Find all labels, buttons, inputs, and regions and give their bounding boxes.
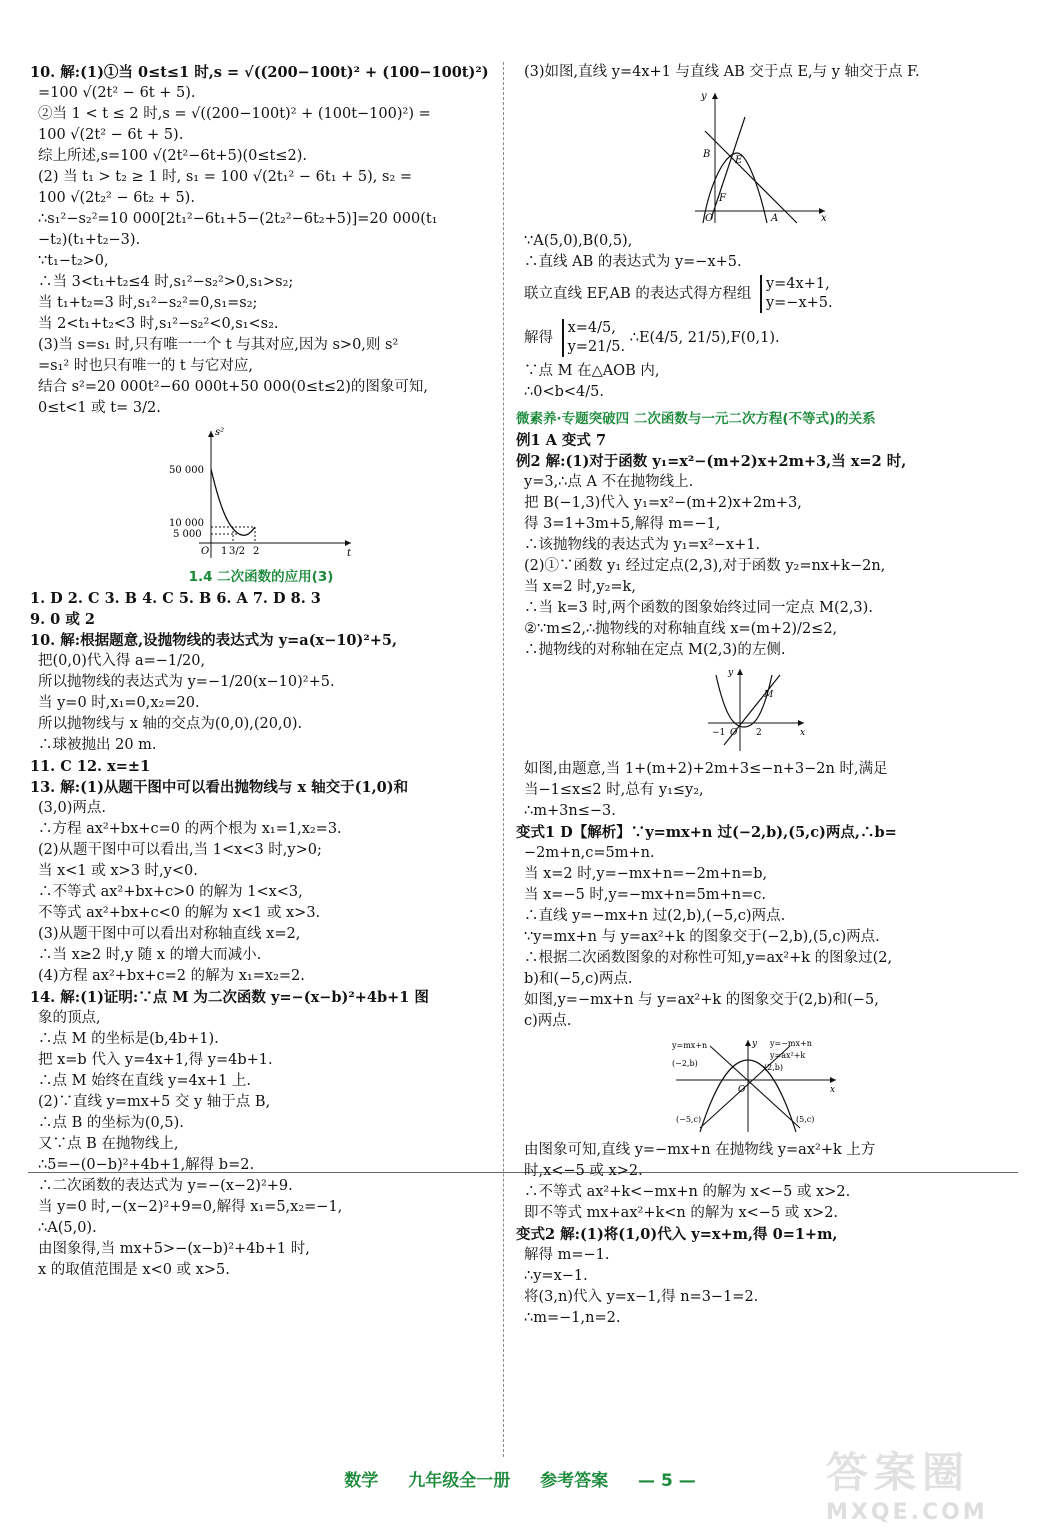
text-line: 10. 解:根据题意,设抛物线的表达式为 y=a(x−10)²+5, — [30, 632, 398, 649]
section-title-1-4: 1.4 二次函数的应用(3) — [188, 569, 334, 585]
text-line: ∴当 k=3 时,两个函数的图象始终过同一定点 M(2,3). — [524, 600, 873, 616]
graph4-x: x — [830, 1085, 836, 1095]
text-line: (4)方程 ax²+bx+c=2 的解为 x₁=x₂=2. — [38, 968, 305, 984]
footer-label: 参考答案 — [540, 1471, 609, 1491]
text-line: ∴y=x−1. — [524, 1268, 588, 1284]
text-line: ∴方程 ax²+bx+c=0 的两个根为 x₁=1,x₂=3. — [38, 821, 342, 837]
graph-s-squared — [161, 423, 361, 563]
text-line: ∴不等式 ax²+bx+c>0 的解为 1<x<3, — [38, 884, 303, 900]
graph4-l1: y=mx+n — [672, 1041, 708, 1050]
text-line: ∴直线 AB 的表达式为 y=−x+5. — [524, 254, 742, 270]
text-line: ∴根据二次函数图象的对称性可知,y=ax²+k 的图象过(2, — [524, 950, 893, 966]
text-line: 如图,y=−mx+n 与 y=ax²+k 的图象交于(2,b)和(−5, — [524, 992, 879, 1008]
system-eq: y=−x+5. — [765, 295, 833, 311]
graph1-ytick: 50 000 — [169, 465, 204, 476]
graph2-x: x — [821, 213, 827, 224]
solution-intro: 解得 — [524, 330, 553, 346]
text-line: ∴当 x≥2 时,y 随 x 的增大而减小. — [38, 947, 262, 963]
solution-points: ∴E(4/5, 21/5),F(0,1). — [629, 330, 780, 346]
graph2-b: B — [703, 149, 711, 160]
text-line: 当 2<t₁+t₂<3 时,s₁²−s₂²<0,s₁<s₂. — [38, 316, 279, 332]
system-eq: y=4x+1, — [765, 276, 830, 292]
text-line: ∴球被抛出 20 m. — [38, 737, 157, 753]
graph1-ylabel: s² — [215, 427, 225, 438]
text-line: 即不等式 mx+ax²+k<n 的解为 x<−5 或 x>2. — [524, 1205, 839, 1221]
graph2-o: O — [705, 213, 714, 224]
text-line: ∴二次函数的表达式为 y=−(x−2)²+9. — [38, 1178, 293, 1194]
example-1-2-block — [516, 430, 994, 661]
text-line: ∵A(5,0),B(0,5), — [524, 233, 633, 249]
graph2-e: E — [735, 155, 743, 166]
text-line: ∴A(5,0). — [38, 1220, 97, 1236]
graph-lines-ab-ef — [675, 87, 835, 227]
text-line: ∴0<b<4/5. — [524, 384, 604, 400]
section-title-special-4: 微素养·专题突破四 二次函数与一元二次方程(不等式)的关系 — [516, 411, 876, 427]
graph3-t1: −1 — [712, 728, 726, 738]
text-line: 所以抛物线的表达式为 y=−1/20(x−10)²+5. — [38, 674, 335, 690]
text-line: ∵点 M 在△AOB 内, — [524, 363, 660, 379]
text-line: 1. D 2. C 3. B 4. C 5. B 6. A 7. D 8. 3 — [30, 590, 321, 607]
text-line: 14. 解:(1)证明:∵点 M 为二次函数 y=−(x−b)²+4b+1 图 — [30, 989, 429, 1006]
text-line: 将(3,n)代入 y=x−1,得 n=3−1=2. — [524, 1289, 759, 1305]
text-line: ∴s₁²−s₂²=10 000[2t₁²−6t₁+5−(2t₂²−6t₂+5)]=20 000(t₁ — [38, 211, 438, 227]
text-line: 得 3=1+3m+5,解得 m=−1, — [524, 516, 721, 532]
text-line: 100 √(2t² − 6t + 5). — [38, 127, 184, 143]
watermark-url: MXQE.COM — [826, 1500, 988, 1525]
text-line: (2) 当 t₁ > t₂ ≥ 1 时, s₁ = 100 √(2t₁² − 6t₁ + 5), s₂ = — [38, 169, 413, 185]
text-line: (3)如图,直线 y=4x+1 与直线 AB 交于点 E,与 y 轴交于点 F. — [524, 64, 920, 80]
solution-line — [516, 315, 994, 361]
text-line: 由图象得,当 mx+5>−(x−b)²+4b+1 时, — [38, 1241, 310, 1257]
graph3-y: y — [728, 668, 734, 678]
text-line: (2)从题干图中可以看出,当 1<x<3 时,y>0; — [38, 842, 322, 858]
graph3-x: x — [800, 728, 806, 738]
text-line: (3)当 s=s₁ 时,只有唯一一个 t 与其对应,因为 s>0,则 s² — [38, 337, 399, 353]
text-line: (3,0)两点. — [38, 800, 106, 816]
answers-1-4-block — [30, 588, 492, 1281]
text-line: ∴点 B 的坐标为(0,5). — [38, 1115, 184, 1131]
graph4-p1: (−2,b) — [672, 1059, 698, 1068]
graph1-xtick: 1 — [221, 546, 228, 557]
answer-14-3-block — [516, 62, 994, 83]
equation-system — [760, 275, 833, 313]
text-line: 所以抛物线与 x 轴的交点为(0,0),(20,0). — [38, 716, 303, 732]
text-line: −t₂)(t₁+t₂−3). — [38, 232, 141, 248]
watermark-logo — [826, 1440, 1026, 1530]
text-line: 0≤t<1 或 t= 3/2. — [38, 400, 161, 416]
text-line: 不等式 ax²+bx+c<0 的解为 x<1 或 x>3. — [38, 905, 321, 921]
graph2-y: y — [701, 91, 707, 102]
text-line: ②当 1 < t ≤ 2 时,s = √((200−100t)² + (100t−100)²) = — [38, 106, 431, 122]
text-line: y=3,∴点 A 不在抛物线上. — [524, 474, 694, 490]
text-line: 结合 s²=20 000t²−60 000t+50 000(0≤t≤2)的图象可知, — [38, 379, 428, 395]
left-column — [30, 62, 492, 1281]
text-line: 把 x=b 代入 y=4x+1,得 y=4b+1. — [38, 1052, 273, 1068]
text-line: 又∵点 B 在抛物线上, — [38, 1136, 179, 1152]
text-line: 如图,由题意,当 1+(m+2)+2m+3≤−n+3−2n 时,满足 — [524, 761, 888, 777]
graph-line-parabola — [670, 1036, 840, 1136]
text-line: 当 t₁+t₂=3 时,s₁²−s₂²=0,s₁=s₂; — [38, 295, 258, 311]
graph1-ytick: 5 000 — [173, 529, 202, 540]
text-line: ∵t₁−t₂>0, — [38, 253, 109, 269]
graph4-o: O — [738, 1085, 746, 1095]
text-line: 当 y=0 时,−(x−2)²+9=0,解得 x₁=5,x₂=−1, — [38, 1199, 343, 1215]
graph3-m: M — [764, 690, 774, 700]
graph4-p4: (5,c) — [796, 1115, 815, 1124]
graph1-ytick: 10 000 — [169, 518, 204, 529]
graph3-o: O — [730, 728, 738, 738]
text-line: 当−1≤x≤2 时,总有 y₁≤y₂, — [524, 782, 704, 798]
text-line: 10. 解:(1)①当 0≤t≤1 时,s = √((200−100t)² + (100−100t)²) — [30, 64, 489, 81]
text-line: ∴抛物线的对称轴在定点 M(2,3)的左侧. — [524, 642, 786, 658]
graph2-f: F — [719, 193, 726, 204]
text-line: ∴5=−(0−b)²+4b+1,解得 b=2. — [38, 1157, 255, 1173]
text-line: ∴当 3<t₁+t₂≤4 时,s₁²−s₂²>0,s₁>s₂; — [38, 274, 294, 290]
text-line: −2m+n,c=5m+n. — [524, 845, 655, 861]
text-line: 例1 A 变式 7 — [516, 432, 607, 449]
text-line: ∴点 M 始终在直线 y=4x+1 上. — [38, 1073, 252, 1089]
variant-2-block — [516, 1140, 994, 1329]
text-line: ∴点 M 的坐标是(b,4b+1). — [38, 1031, 219, 1047]
text-line: ∴m=−1,n=2. — [524, 1310, 621, 1326]
text-line: 象的顶点, — [38, 1010, 101, 1026]
system-intro: 联立直线 EF,AB 的表达式得方程组 — [524, 286, 752, 302]
text-line: (2)∵直线 y=mx+5 交 y 轴于点 B, — [38, 1094, 271, 1110]
text-line: 13. 解:(1)从题干图中可以看出抛物线与 x 轴交于(1,0)和 — [30, 779, 409, 796]
text-line: 例2 解:(1)对于函数 y₁=x²−(m+2)x+2m+3,当 x=2 时, — [516, 453, 907, 470]
text-line: 当 x=−5 时,y=−mx+n=5m+n=c. — [524, 887, 766, 903]
text-line: ②∵m≤2,∴抛物线的对称轴直线 x=(m+2)/2≤2, — [524, 621, 838, 637]
system-eq: y=21/5. — [567, 339, 626, 355]
text-line: 当 x<1 或 x>3 时,y<0. — [38, 863, 198, 879]
page-number: — 5 — — [638, 1471, 696, 1491]
system-eq: x=4/5, — [567, 320, 616, 336]
text-line: ∵y=mx+n 与 y=ax²+k 的图象交于(−2,b),(5,c)两点. — [524, 929, 880, 945]
graph4-p3: (−5,c) — [676, 1115, 702, 1124]
text-line: 解得 m=−1. — [524, 1247, 610, 1263]
graph-parabola-m — [700, 665, 810, 755]
solution-system — [562, 319, 626, 357]
text-line: =100 √(2t² − 6t + 5). — [38, 85, 196, 101]
graph1-xlabel: t — [347, 548, 352, 559]
text-line: 变式1 D【解析】∵y=mx+n 过(−2,b),(5,c)两点,∴b= — [516, 824, 897, 841]
text-line: 把(0,0)代入得 a=−1/20, — [38, 653, 206, 669]
text-line: (2)①∵函数 y₁ 经过定点(2,3),对于函数 y₂=nx+k−2n, — [524, 558, 886, 574]
text-line: 11. C 12. x=±1 — [30, 758, 151, 775]
graph2-a: A — [771, 213, 779, 224]
text-line: 当 y=0 时,x₁=0,x₂=20. — [38, 695, 200, 711]
text-line: 当 x=2 时,y₂=k, — [524, 579, 636, 595]
graph4-p2: (2,b) — [764, 1063, 783, 1072]
text-line: ∴不等式 ax²+k<−mx+n 的解为 x<−5 或 x>2. — [524, 1184, 851, 1200]
equation-system-line — [516, 273, 994, 315]
variant-1-block — [516, 759, 994, 1032]
footer-subject: 数学 — [344, 1471, 379, 1491]
text-line: c)两点. — [524, 1013, 572, 1029]
footer-grade: 九年级全一册 — [408, 1471, 511, 1491]
text-line: 综上所述,s=100 √(2t²−6t+5)(0≤t≤2). — [38, 148, 307, 164]
column-divider — [503, 62, 504, 1457]
text-line: 由图象可知,直线 y=−mx+n 在抛物线 y=ax²+k 上方 — [524, 1142, 876, 1158]
text-line: ∴m+3n≤−3. — [524, 803, 616, 819]
answer-10-block — [30, 62, 492, 419]
text-line: 当 x=2 时,y=−mx+n=−2m+n=b, — [524, 866, 768, 882]
text-line: 把 B(−1,3)代入 y₁=x²−(m+2)x+2m+3, — [524, 495, 802, 511]
text-line: 变式2 解:(1)将(1,0)代入 y=x+m,得 0=1+m, — [516, 1226, 838, 1243]
text-line: 时,x<−5 或 x>2. — [524, 1163, 643, 1179]
text-line: x 的取值范围是 x<0 或 x>5. — [38, 1262, 230, 1278]
text-line: ∴该抛物线的表达式为 y₁=x²−x+1. — [524, 537, 761, 553]
graph4-y: y — [752, 1039, 758, 1049]
text-line: 100 √(2t₂² − 6t₂ + 5). — [38, 190, 195, 206]
graph1-origin: O — [201, 546, 210, 557]
right-column — [516, 62, 994, 1329]
text-line: 9. 0 或 2 — [30, 611, 95, 628]
graph4-l2: y=−mx+n — [770, 1039, 812, 1048]
text-line: (3)从题干图中可以看出对称轴直线 x=2, — [38, 926, 301, 942]
graph4-l3: y=ax²+k — [770, 1051, 806, 1060]
text-line: ∴直线 y=−mx+n 过(2,b),(−5,c)两点. — [524, 908, 786, 924]
graph3-t2: 2 — [756, 728, 762, 738]
graph1-xtick: 2 — [253, 546, 260, 557]
watermark-text: 答案圈 — [826, 1448, 971, 1497]
text-line: =s₁² 时也只有唯一的 t 与它对应, — [38, 358, 253, 374]
graph1-xtick: 3/2 — [229, 546, 246, 557]
text-line: b)和(−5,c)两点. — [524, 971, 633, 987]
